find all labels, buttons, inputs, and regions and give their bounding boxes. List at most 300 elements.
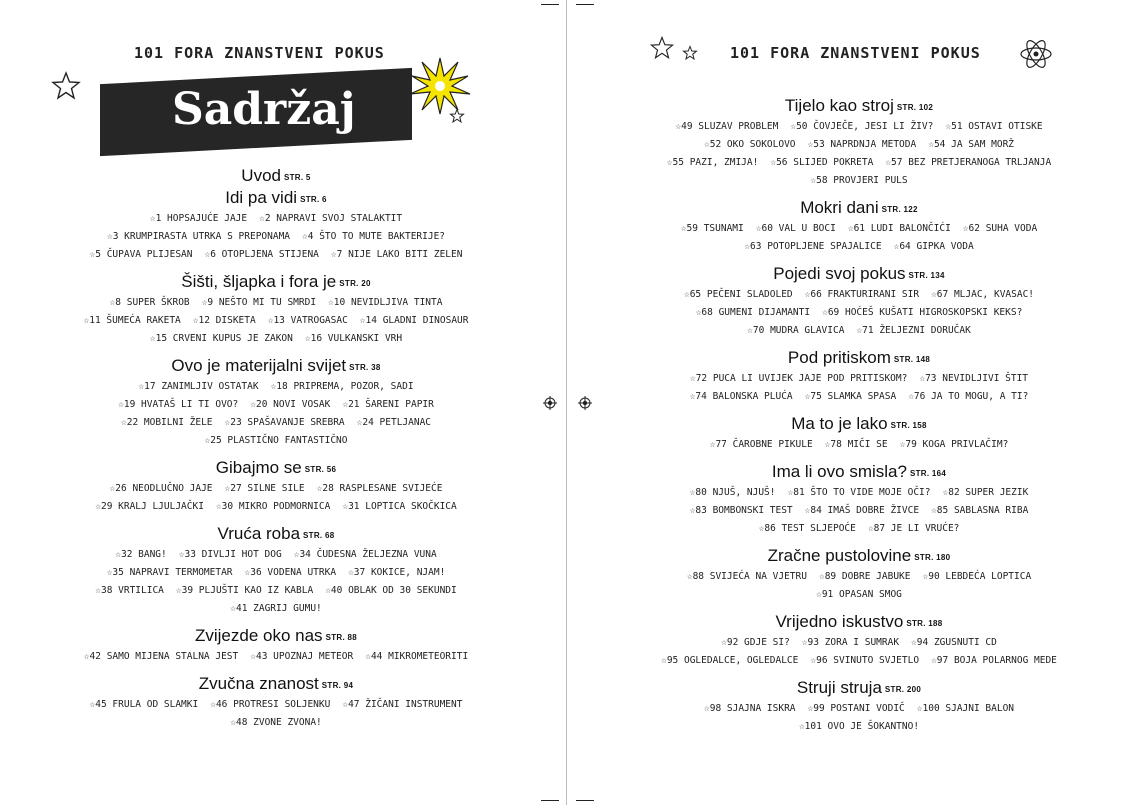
experiment-entry bbox=[825, 436, 888, 454]
experiment-entry bbox=[331, 246, 463, 264]
experiment-entry bbox=[245, 564, 337, 582]
star-icon: ☆ bbox=[755, 223, 762, 234]
page-header: 101 FORA ZNANSTVENI POKUS bbox=[730, 44, 981, 62]
page-header: 101 FORA ZNANSTVENI POKUS bbox=[134, 44, 385, 62]
experiment-entry bbox=[84, 312, 181, 330]
section-title bbox=[609, 264, 1109, 286]
experiment-label: 70 MUDRA GLAVICA bbox=[752, 325, 845, 336]
experiment-entry bbox=[138, 378, 258, 396]
toc-row bbox=[609, 118, 1109, 136]
experiment-entry bbox=[690, 388, 793, 406]
star-icon: ☆ bbox=[916, 703, 923, 714]
experiment-entry bbox=[805, 502, 919, 520]
star-icon: ☆ bbox=[695, 307, 702, 318]
toc-row bbox=[30, 648, 522, 666]
experiment-label: 98 SJAJNA ISKRA bbox=[709, 703, 796, 714]
star-icon: ☆ bbox=[348, 567, 354, 578]
experiment-entry bbox=[107, 564, 233, 582]
experiment-label: 35 NAPRAVI TERMOMETAR bbox=[112, 567, 233, 578]
experiment-entry bbox=[819, 568, 911, 586]
star-icon: ☆ bbox=[942, 487, 949, 498]
experiment-entry bbox=[808, 136, 917, 154]
experiment-label: 88 SVIJEĆA NA VJETRU bbox=[692, 571, 807, 582]
experiment-entry bbox=[928, 136, 1014, 154]
experiment-entry bbox=[210, 696, 330, 714]
experiment-label: 15 CRVENI KUPUS JE ZAKON bbox=[155, 333, 293, 344]
star-icon: ☆ bbox=[893, 241, 900, 252]
toc-row bbox=[609, 220, 1109, 238]
experiment-label: 21 ŠARENI PAPIR bbox=[348, 399, 434, 410]
experiment-label: 9 NEŠTO MI TU SMRDI bbox=[207, 297, 317, 308]
experiment-label: 33 DIVLJI HOT DOG bbox=[184, 549, 282, 560]
experiment-label: 53 NAPRDNJA METODA bbox=[813, 139, 917, 150]
star-outline-icon bbox=[50, 70, 82, 102]
section-title bbox=[609, 678, 1109, 700]
left-page bbox=[0, 0, 566, 805]
experiment-label: 61 LUDI BALONČIĆI bbox=[853, 223, 951, 234]
experiment-entry bbox=[95, 582, 164, 600]
experiment-label: 97 BOJA POLARNOG MEDE bbox=[936, 655, 1057, 666]
experiment-entry bbox=[808, 700, 905, 718]
page-title: Sadržaj bbox=[172, 84, 356, 135]
section-page-number: STR. 102 bbox=[896, 103, 934, 112]
experiment-label: 83 BOMBONSKI TEST bbox=[695, 505, 793, 516]
experiment-label: 18 PRIPREMA, POZOR, SADI bbox=[276, 381, 414, 392]
star-icon: ☆ bbox=[342, 399, 349, 410]
section-title bbox=[30, 356, 522, 378]
experiment-entry bbox=[193, 312, 256, 330]
experiment-entry bbox=[342, 696, 462, 714]
experiment-label: 100 SJAJNI BALON bbox=[922, 703, 1015, 714]
experiment-entry bbox=[250, 648, 353, 666]
experiment-label: 28 RASPLESANE SVIJEĆE bbox=[322, 483, 443, 494]
toc-section bbox=[609, 198, 1109, 256]
star-icon: ☆ bbox=[928, 139, 934, 150]
experiment-entry bbox=[911, 634, 997, 652]
section-title-text: Šišti, šljapka i fora je bbox=[181, 272, 337, 291]
experiment-entry bbox=[302, 228, 445, 246]
star-icon: ☆ bbox=[721, 637, 727, 648]
experiment-label: 5 ČUPAVA PLIJESAN bbox=[95, 249, 193, 260]
experiment-label: 78 MIČI SE bbox=[830, 439, 888, 450]
right-page bbox=[567, 0, 1135, 805]
section-title bbox=[609, 96, 1109, 118]
experiment-label: 95 OGLEDALCE, OGLEDALCE bbox=[666, 655, 799, 666]
section-title bbox=[609, 198, 1109, 220]
experiment-label: 12 DISKETA bbox=[198, 315, 256, 326]
experiment-label: 64 GIPKA VODA bbox=[899, 241, 974, 252]
experiment-entry bbox=[908, 388, 1028, 406]
experiment-label: 27 SILNE SILE bbox=[230, 483, 305, 494]
star-icon: ☆ bbox=[328, 297, 334, 308]
experiment-entry bbox=[848, 220, 951, 238]
star-icon: ☆ bbox=[790, 121, 797, 132]
experiment-label: 37 KOKICE, NJAM! bbox=[353, 567, 446, 578]
experiment-entry bbox=[687, 568, 807, 586]
section-title bbox=[30, 524, 522, 546]
section-title-text: Vruća roba bbox=[217, 524, 301, 543]
experiment-entry bbox=[810, 652, 919, 670]
star-icon: ☆ bbox=[689, 505, 696, 516]
toc-row bbox=[30, 210, 522, 228]
toc-section bbox=[30, 458, 522, 516]
section-title-text: Idi pa vidi bbox=[225, 188, 298, 207]
star-icon: ☆ bbox=[675, 121, 682, 132]
section-title-text: Uvod bbox=[241, 166, 281, 185]
toc-row bbox=[609, 520, 1109, 538]
experiment-entry bbox=[357, 414, 431, 432]
experiment-label: 29 KRALJ LJULJAČKI bbox=[100, 501, 204, 512]
toc-section bbox=[609, 414, 1109, 454]
experiment-label: 71 ŽELJEZNI DORUČAK bbox=[862, 325, 971, 336]
experiment-entry bbox=[885, 154, 1051, 172]
toc-row bbox=[609, 568, 1109, 586]
star-icon: ☆ bbox=[661, 655, 667, 666]
star-icon: ☆ bbox=[342, 699, 349, 710]
toc-row bbox=[30, 432, 522, 450]
experiment-entry bbox=[816, 586, 902, 604]
experiment-label: 93 ZORA I SUMRAK bbox=[807, 637, 900, 648]
section-title bbox=[30, 626, 522, 648]
experiment-entry bbox=[179, 546, 282, 564]
experiment-label: 2 NAPRAVI SVOJ STALAKTIT bbox=[264, 213, 403, 224]
star-icon: ☆ bbox=[804, 505, 811, 516]
toc-row bbox=[609, 484, 1109, 502]
experiment-entry bbox=[95, 498, 204, 516]
experiment-entry bbox=[756, 220, 836, 238]
section-page-number: STR. 88 bbox=[325, 633, 358, 642]
experiment-label: 42 SAMO MIJENA STALNA JEST bbox=[89, 651, 239, 662]
table-of-contents-left bbox=[30, 158, 522, 732]
toc-row bbox=[609, 634, 1109, 652]
toc-row bbox=[609, 586, 1109, 604]
section-page-number: STR. 6 bbox=[300, 195, 327, 204]
star-icon: ☆ bbox=[908, 391, 914, 402]
star-outline-icon bbox=[449, 108, 465, 124]
star-icon: ☆ bbox=[302, 231, 308, 242]
experiment-entry bbox=[348, 564, 445, 582]
star-icon: ☆ bbox=[810, 175, 817, 186]
experiment-entry bbox=[317, 480, 443, 498]
star-icon: ☆ bbox=[201, 297, 208, 308]
star-icon: ☆ bbox=[342, 501, 349, 512]
star-icon: ☆ bbox=[115, 549, 121, 560]
star-icon: ☆ bbox=[689, 391, 696, 402]
experiment-entry bbox=[710, 436, 813, 454]
section-page-number: STR. 94 bbox=[321, 681, 354, 690]
toc-row bbox=[30, 312, 522, 330]
section-title-text: Zvijezde oko nas bbox=[194, 626, 323, 645]
star-icon: ☆ bbox=[689, 373, 696, 384]
experiment-entry bbox=[667, 154, 759, 172]
section-page-number: STR. 158 bbox=[890, 421, 927, 430]
atom-icon bbox=[1019, 37, 1053, 71]
experiment-label: 44 MIKROMETEORITI bbox=[370, 651, 469, 662]
experiment-entry bbox=[943, 484, 1029, 502]
experiment-label: 68 GUMENI DIJAMANTI bbox=[701, 307, 811, 318]
star-icon: ☆ bbox=[703, 703, 710, 714]
star-icon: ☆ bbox=[224, 417, 231, 428]
section-title bbox=[609, 462, 1109, 484]
experiment-label: 82 SUPER JEZIK bbox=[948, 487, 1029, 498]
experiment-label: 79 KOGA PRIVLAČIM? bbox=[905, 439, 1009, 450]
toc-row bbox=[30, 330, 522, 348]
section-page-number: STR. 180 bbox=[914, 553, 951, 562]
star-icon: ☆ bbox=[666, 157, 673, 168]
section-title bbox=[30, 272, 522, 294]
experiment-entry bbox=[810, 172, 907, 190]
star-icon: ☆ bbox=[807, 139, 814, 150]
star-icon: ☆ bbox=[867, 523, 874, 534]
star-icon: ☆ bbox=[192, 315, 199, 326]
experiment-entry bbox=[787, 484, 930, 502]
toc-section bbox=[609, 462, 1109, 538]
star-icon: ☆ bbox=[816, 589, 822, 600]
section-title-text: Gibajmo se bbox=[215, 458, 302, 477]
experiment-label: 99 POSTANI VODIČ bbox=[813, 703, 905, 714]
experiment-label: 17 ZANIMLJIV OSTATAK bbox=[144, 381, 259, 392]
toc-section bbox=[609, 96, 1109, 190]
table-of-contents-right bbox=[609, 88, 1109, 736]
experiment-label: 6 OTOPLJENA STIJENA bbox=[210, 249, 319, 260]
experiment-entry bbox=[225, 414, 345, 432]
toc-section bbox=[609, 612, 1109, 670]
experiment-entry bbox=[681, 220, 744, 238]
experiment-entry bbox=[150, 330, 293, 348]
star-icon: ☆ bbox=[95, 585, 101, 596]
toc-row bbox=[609, 388, 1109, 406]
section-title-text: Mokri dani bbox=[800, 198, 879, 217]
star-icon: ☆ bbox=[175, 585, 182, 596]
experiment-label: 3 KRUMPIRASTA UTRKA S PREPONAMA bbox=[112, 231, 291, 242]
experiment-entry bbox=[790, 118, 933, 136]
star-icon: ☆ bbox=[359, 315, 366, 326]
star-icon: ☆ bbox=[270, 381, 277, 392]
toc-row bbox=[609, 238, 1109, 256]
toc-row bbox=[609, 322, 1109, 340]
experiment-label: 10 NEVIDLJIVA TINTA bbox=[333, 297, 443, 308]
star-icon: ☆ bbox=[919, 373, 926, 384]
experiment-entry bbox=[856, 322, 970, 340]
star-icon: ☆ bbox=[316, 483, 323, 494]
experiment-label: 16 VULKANSKI VRH bbox=[310, 333, 403, 344]
experiment-label: 58 PROVJERI PULS bbox=[816, 175, 908, 186]
toc-row bbox=[30, 714, 522, 732]
star-icon: ☆ bbox=[931, 655, 937, 666]
section-title-text: Ovo je materijalni svijet bbox=[171, 356, 347, 375]
toc-row bbox=[609, 370, 1109, 388]
toc-row bbox=[609, 304, 1109, 322]
star-icon: ☆ bbox=[365, 651, 371, 662]
experiment-entry bbox=[868, 520, 960, 538]
star-icon: ☆ bbox=[822, 307, 828, 318]
experiment-label: 62 SUHA VODA bbox=[968, 223, 1038, 234]
experiment-entry bbox=[342, 396, 434, 414]
experiment-entry bbox=[661, 652, 798, 670]
experiment-entry bbox=[922, 568, 1031, 586]
star-icon: ☆ bbox=[204, 249, 211, 260]
section-title-text: Pod pritiskom bbox=[787, 348, 891, 367]
experiment-label: 7 NIJE LAKO BITI ZELEN bbox=[336, 249, 463, 260]
experiment-label: 87 JE LI VRUĆE? bbox=[873, 523, 960, 534]
star-icon: ☆ bbox=[962, 223, 969, 234]
star-icon: ☆ bbox=[931, 505, 937, 516]
experiment-entry bbox=[84, 648, 238, 666]
toc-row bbox=[609, 700, 1109, 718]
experiment-entry bbox=[744, 238, 881, 256]
toc-section bbox=[30, 188, 522, 264]
star-icon: ☆ bbox=[138, 381, 145, 392]
experiment-label: 81 ŠTO TO VIDE MOJE OČI? bbox=[793, 487, 931, 498]
experiment-label: 92 GDJE SI? bbox=[726, 637, 790, 648]
experiment-label: 72 PUCA LI UVIJEK JAJE POD PRITISKOM? bbox=[695, 373, 908, 384]
experiment-entry bbox=[360, 312, 469, 330]
toc-row bbox=[609, 136, 1109, 154]
experiment-label: 26 NEODLUČNO JAJE bbox=[115, 483, 213, 494]
star-icon: ☆ bbox=[250, 651, 256, 662]
experiment-entry bbox=[305, 330, 402, 348]
star-icon: ☆ bbox=[118, 399, 124, 410]
toc-section bbox=[30, 272, 522, 348]
star-icon: ☆ bbox=[89, 699, 96, 710]
toc-section bbox=[30, 166, 522, 188]
toc-row bbox=[30, 480, 522, 498]
toc-row bbox=[30, 546, 522, 564]
star-icon: ☆ bbox=[798, 721, 805, 732]
experiment-label: 25 PLASTIČNO FANTASTIČNO bbox=[210, 435, 348, 446]
experiment-entry bbox=[690, 370, 907, 388]
experiment-label: 59 TSUNAMI bbox=[686, 223, 744, 234]
experiment-label: 85 SABLASNA RIBA bbox=[936, 505, 1029, 516]
toc-row bbox=[609, 436, 1109, 454]
experiment-label: 30 MIKRO PODMORNICA bbox=[221, 501, 331, 512]
experiment-label: 73 NEVIDLJIVI ŠTIT bbox=[925, 373, 1029, 384]
experiment-label: 23 SPAŠAVANJE SREBRA bbox=[230, 417, 345, 428]
section-page-number: STR. 38 bbox=[349, 363, 381, 372]
experiment-entry bbox=[917, 700, 1014, 718]
experiment-label: 49 SLUZAV PROBLEM bbox=[681, 121, 779, 132]
section-title-text: Struji struja bbox=[796, 678, 882, 697]
star-icon: ☆ bbox=[267, 315, 274, 326]
experiment-entry bbox=[805, 388, 897, 406]
experiment-entry bbox=[294, 546, 437, 564]
experiment-label: 89 DOBRE JABUKE bbox=[824, 571, 911, 582]
experiment-label: 94 ZGUSNUTI CD bbox=[916, 637, 997, 648]
experiment-label: 75 SLAMKA SPASA bbox=[810, 391, 897, 402]
toc-row bbox=[30, 246, 522, 264]
section-page-number: STR. 5 bbox=[283, 173, 311, 182]
star-icon: ☆ bbox=[922, 571, 929, 582]
experiment-label: 14 GLADNI DINOSAUR bbox=[365, 315, 469, 326]
toc-row bbox=[30, 582, 522, 600]
experiment-label: 67 MLJAC, KVASAC! bbox=[936, 289, 1035, 300]
experiment-label: 48 ZVONE ZVONA! bbox=[235, 717, 322, 728]
toc-row bbox=[609, 154, 1109, 172]
experiment-entry bbox=[271, 378, 414, 396]
star-icon: ☆ bbox=[744, 241, 751, 252]
experiment-label: 39 PLJUŠTI KAO IZ KABLA bbox=[181, 585, 314, 596]
experiment-label: 19 HVATAŠ LI TI OVO? bbox=[123, 399, 239, 410]
section-title-text: Ma to je lako bbox=[791, 414, 888, 433]
experiment-label: 66 FRAKTURIRANI SIR bbox=[810, 289, 920, 300]
experiment-entry bbox=[704, 136, 796, 154]
experiment-entry bbox=[204, 246, 318, 264]
toc-section bbox=[609, 264, 1109, 340]
toc-row bbox=[609, 286, 1109, 304]
experiment-label: 74 BALONSKA PLUĆA bbox=[695, 391, 793, 402]
experiment-entry bbox=[747, 322, 844, 340]
experiment-entry bbox=[250, 396, 330, 414]
star-icon: ☆ bbox=[250, 399, 256, 410]
section-title-text: Tijelo kao stroj bbox=[784, 96, 894, 115]
section-page-number: STR. 200 bbox=[884, 685, 922, 694]
toc-row bbox=[30, 600, 522, 618]
experiment-label: 36 VODENA UTRKA bbox=[250, 567, 337, 578]
experiment-entry bbox=[675, 118, 778, 136]
experiment-entry bbox=[90, 696, 199, 714]
experiment-entry bbox=[822, 304, 1022, 322]
experiment-label: 8 SUPER ŠKROB bbox=[115, 297, 190, 308]
star-outline-icon bbox=[682, 45, 698, 61]
experiment-entry bbox=[770, 154, 873, 172]
experiment-entry bbox=[225, 480, 305, 498]
experiment-entry bbox=[799, 718, 919, 736]
experiment-entry bbox=[963, 220, 1037, 238]
star-icon: ☆ bbox=[689, 487, 696, 498]
section-title bbox=[30, 674, 522, 696]
star-icon: ☆ bbox=[810, 655, 817, 666]
experiment-label: 90 LEBDEĆA LOPTICA bbox=[928, 571, 1032, 582]
star-icon: ☆ bbox=[787, 487, 794, 498]
experiment-label: 101 OVO JE ŠOKANTNO! bbox=[804, 721, 920, 732]
star-icon: ☆ bbox=[210, 699, 216, 710]
experiment-entry bbox=[342, 498, 456, 516]
star-icon: ☆ bbox=[178, 549, 185, 560]
star-icon: ☆ bbox=[703, 139, 710, 150]
experiment-entry bbox=[919, 370, 1028, 388]
toc-section bbox=[30, 524, 522, 618]
toc-row bbox=[30, 228, 522, 246]
experiment-entry bbox=[216, 498, 330, 516]
star-icon: ☆ bbox=[330, 249, 337, 260]
experiment-label: 45 FRULA OD SLAMKI bbox=[95, 699, 199, 710]
experiment-label: 55 PAZI, ZMIJA! bbox=[672, 157, 759, 168]
toc-row bbox=[30, 294, 522, 312]
experiment-entry bbox=[931, 652, 1057, 670]
experiment-entry bbox=[900, 436, 1009, 454]
experiment-entry bbox=[931, 502, 1028, 520]
experiment-label: 38 VRTILICA bbox=[100, 585, 164, 596]
star-icon: ☆ bbox=[83, 315, 90, 326]
experiment-entry bbox=[230, 714, 322, 732]
experiment-entry bbox=[690, 484, 776, 502]
star-icon: ☆ bbox=[109, 483, 116, 494]
section-title bbox=[30, 458, 522, 480]
star-icon: ☆ bbox=[230, 603, 236, 614]
star-icon: ☆ bbox=[899, 439, 906, 450]
experiment-entry bbox=[945, 118, 1042, 136]
experiment-entry bbox=[202, 294, 316, 312]
star-icon: ☆ bbox=[215, 501, 222, 512]
experiment-entry bbox=[721, 634, 790, 652]
section-title bbox=[609, 348, 1109, 370]
section-title bbox=[609, 612, 1109, 634]
experiment-label: 50 ČOVJEČE, JESI LI ŽIV? bbox=[796, 121, 934, 132]
star-icon: ☆ bbox=[709, 439, 716, 450]
experiment-label: 86 TEST SLJEPOĆE bbox=[764, 523, 856, 534]
experiment-label: 32 BANG! bbox=[120, 549, 167, 560]
star-icon: ☆ bbox=[259, 213, 265, 224]
